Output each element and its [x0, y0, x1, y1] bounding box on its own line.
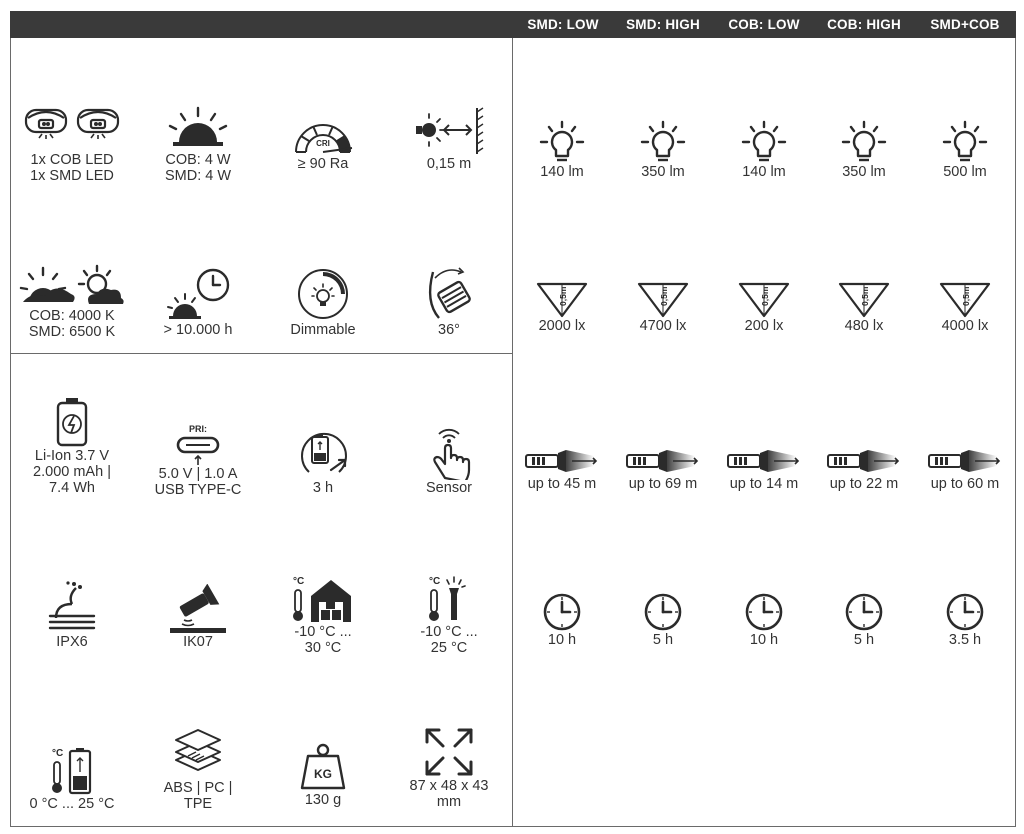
spec-temp-store	[261, 574, 385, 656]
op-temp-badge: °C	[429, 576, 441, 587]
spec-temp-op-line-1: -10 °C ...	[420, 624, 478, 640]
clock-icon	[844, 592, 884, 632]
lux-distance-badge: 0,5m	[558, 286, 568, 306]
spec-battery	[10, 396, 134, 496]
lumen-value: 350 lm	[641, 164, 685, 180]
runtime-value: 10 h	[749, 632, 779, 648]
spec-size	[387, 726, 511, 810]
charge-time-icon	[295, 426, 351, 480]
usb-badge: PRI:	[189, 424, 207, 434]
spec-dimmable	[261, 266, 385, 338]
spec-material	[136, 726, 260, 812]
range-cell-1	[512, 446, 612, 492]
spec-dimmable-line-1: Dimmable	[290, 322, 356, 338]
spec-sensor-line-1: Sensor	[426, 480, 472, 496]
bulb-icon	[739, 120, 789, 164]
spec-led	[10, 98, 134, 184]
charging-temperature-icon	[44, 746, 100, 796]
lumen-value: 500 lm	[943, 164, 987, 180]
spec-cct-line-1: COB: 4000 K	[29, 308, 115, 324]
flashlight-beam-icon	[522, 446, 602, 476]
lux-cone-icon	[738, 282, 790, 318]
lux-cell-1	[512, 282, 612, 334]
lumen-value: 140 lm	[540, 164, 584, 180]
store-temp-badge: °C	[293, 576, 305, 587]
range-cell-3	[714, 446, 814, 492]
spec-battery-line-2: 2.000 mAh |	[33, 464, 111, 480]
flashlight-beam-icon	[724, 446, 804, 476]
spec-tilt	[387, 264, 511, 338]
spec-weight	[261, 742, 385, 808]
tilt-angle-icon	[421, 264, 477, 322]
lux-distance-badge: 0,5m	[659, 286, 669, 306]
clock-icon	[744, 592, 784, 632]
runtime-value: 5 h	[853, 632, 875, 648]
spec-input-line-2: USB TYPE-C	[154, 482, 242, 498]
spec-size-line-2: mm	[436, 794, 462, 810]
lux-cell-4	[814, 282, 914, 334]
spec-temp-store-line-1: -10 °C ...	[294, 624, 352, 640]
spec-cri-line-1: ≥ 90 Ra	[297, 156, 349, 172]
range-value: up to 60 m	[930, 476, 1000, 492]
spec-input-line-1: 5.0 V | 1.0 A	[158, 466, 238, 482]
spec-material-line-1: ABS | PC |	[163, 780, 233, 796]
material-layers-icon	[171, 726, 225, 780]
spec-led-line-2: 1x SMD LED	[30, 168, 114, 184]
lumen-cell-5	[915, 120, 1015, 180]
range-value: up to 22 m	[829, 476, 899, 492]
lumen-value: 350 lm	[842, 164, 886, 180]
col-header-smd-low: SMD: LOW	[527, 17, 599, 32]
min-distance-icon	[407, 104, 491, 156]
bulb-icon	[638, 120, 688, 164]
spec-cri	[261, 116, 385, 172]
spec-temp-op	[387, 574, 511, 656]
lux-value: 200 lx	[744, 318, 784, 334]
bulb-icon	[839, 120, 889, 164]
runtime-cell-5	[915, 592, 1015, 648]
runtime-cell-2	[613, 592, 713, 648]
range-value: up to 14 m	[729, 476, 799, 492]
range-value: up to 69 m	[628, 476, 698, 492]
lux-distance-badge: 0,5m	[860, 286, 870, 306]
lux-cone-icon	[536, 282, 588, 318]
runtime-cell-1	[512, 592, 612, 648]
runtime-cell-4	[814, 592, 914, 648]
lumen-cell-4	[814, 120, 914, 180]
mode-header-bar	[10, 11, 1016, 38]
lux-distance-badge: 0,5m	[760, 286, 770, 306]
rechargeable-battery-icon	[54, 396, 90, 448]
spec-distance-line-1: 0,15 m	[426, 156, 472, 172]
lux-value: 4700 lx	[639, 318, 687, 334]
spec-weight-line-1: 130 g	[304, 792, 342, 808]
impact-flashlight-icon	[166, 584, 230, 634]
spec-charge	[261, 426, 385, 496]
storage-temperature-icon	[291, 574, 355, 624]
spec-temp-charge	[10, 746, 134, 812]
flashlight-beam-icon	[824, 446, 904, 476]
spec-lifetime	[136, 266, 260, 338]
runtime-cell-3	[714, 592, 814, 648]
spec-input	[136, 422, 260, 498]
spec-tilt-line-1: 36°	[438, 322, 460, 338]
clock-icon	[542, 592, 582, 632]
runtime-value: 10 h	[547, 632, 577, 648]
spec-ip-line-1: IPX6	[56, 634, 88, 650]
lux-cone-icon	[939, 282, 991, 318]
sun-cloud-icon	[17, 262, 127, 308]
clock-icon	[643, 592, 683, 632]
col-header-smd-cob: SMD+COB	[930, 17, 1000, 32]
spec-lifetime-line-1: > 10.000 h	[163, 322, 233, 338]
cri-badge: CRI	[316, 139, 330, 148]
spec-led-line-1: 1x COB LED	[30, 152, 114, 168]
range-cell-4	[814, 446, 914, 492]
spec-size-line-1: 87 x 48 x 43	[409, 778, 489, 794]
lux-cell-3	[714, 282, 814, 334]
section-divider	[10, 353, 513, 354]
spec-cct-line-2: SMD: 6500 K	[28, 324, 116, 340]
spec-battery-line-1: Li-Ion 3.7 V	[34, 448, 110, 464]
hand-sensor-icon	[425, 424, 473, 480]
spec-power-line-1: COB: 4 W	[165, 152, 231, 168]
lux-cell-2	[613, 282, 713, 334]
operating-temperature-icon	[425, 574, 473, 624]
lux-distance-badge: 0,5m	[961, 286, 971, 306]
dimensions-arrows-icon	[423, 726, 475, 778]
lamp-clock-icon	[163, 266, 233, 322]
lumen-cell-2	[613, 120, 713, 180]
flashlight-beam-icon	[623, 446, 703, 476]
spec-temp-store-line-2: 30 °C	[304, 640, 342, 656]
spec-power	[136, 104, 260, 184]
lux-value: 4000 lx	[941, 318, 989, 334]
spec-distance	[387, 104, 511, 172]
spec-temp-charge-line-1: 0 °C ... 25 °C	[29, 796, 115, 812]
spec-ip	[10, 578, 134, 650]
lux-value: 480 lx	[844, 318, 884, 334]
range-cell-2	[613, 446, 713, 492]
bulb-icon	[940, 120, 990, 164]
bulb-icon	[537, 120, 587, 164]
col-header-cob-high: COB: HIGH	[827, 17, 901, 32]
spec-battery-line-3: 7.4 Wh	[49, 480, 95, 496]
spec-cct	[10, 262, 134, 340]
weight-icon	[298, 742, 348, 792]
spec-charge-line-1: 3 h	[312, 480, 334, 496]
lumen-value: 140 lm	[742, 164, 786, 180]
lux-cell-5	[915, 282, 1015, 334]
clock-icon	[945, 592, 985, 632]
spec-material-line-2: TPE	[183, 796, 213, 812]
cri-gauge-icon	[290, 116, 356, 156]
lumen-cell-1	[512, 120, 612, 180]
col-header-cob-low: COB: LOW	[728, 17, 800, 32]
flashlight-beam-icon	[925, 446, 1005, 476]
spec-ik	[136, 584, 260, 650]
runtime-value: 3.5 h	[948, 632, 982, 648]
range-value: up to 45 m	[527, 476, 597, 492]
lumen-cell-3	[714, 120, 814, 180]
charge-temp-badge: °C	[52, 748, 64, 759]
spec-ik-line-1: IK07	[183, 634, 213, 650]
dimmer-dial-icon	[295, 266, 351, 322]
runtime-value: 5 h	[652, 632, 674, 648]
lux-value: 2000 lx	[538, 318, 586, 334]
lux-cone-icon	[637, 282, 689, 318]
spec-temp-op-line-2: 25 °C	[430, 640, 468, 656]
usb-c-port-icon	[168, 422, 228, 466]
lamp-rays-icon	[165, 104, 231, 152]
range-cell-5	[915, 446, 1015, 492]
water-jet-icon	[44, 578, 100, 634]
headlamp-pair-icon	[22, 98, 122, 152]
spec-power-line-2: SMD: 4 W	[164, 168, 232, 184]
weight-badge: KG	[314, 767, 332, 781]
spec-sensor	[387, 424, 511, 496]
col-header-smd-high: SMD: HIGH	[626, 17, 700, 32]
lux-cone-icon	[838, 282, 890, 318]
